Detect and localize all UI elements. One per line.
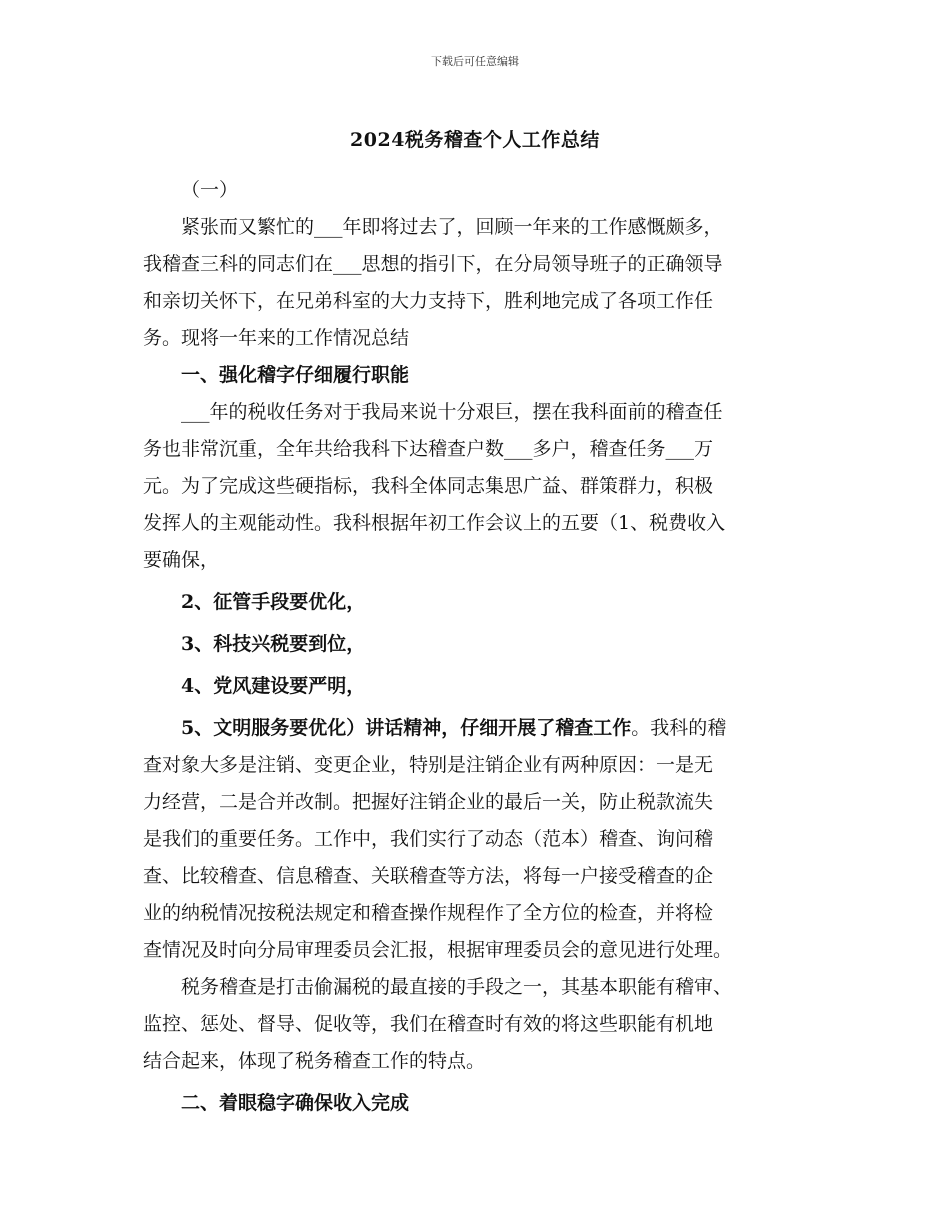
text-line: 元。为了完成这些硬指标，我科全体同志集思广益、群策群力，积极	[143, 475, 714, 497]
text-line: ___年的税收任务对于我局来说十分艰巨，摆在我科面前的稽查任	[181, 401, 723, 423]
section-heading: 二、着眼稳字确保收入完成	[181, 1092, 410, 1114]
document-title: 2024税务稽查个人工作总结	[350, 129, 600, 151]
text-line: 监控、惩处、督导、促收等，我们在稽查时有效的将这些职能有机地	[143, 1013, 714, 1035]
section-heading: 一、强化稽字仔细履行职能	[181, 364, 410, 386]
text-line: 查、比较稽查、信息稽查、关联稽查等方法，将每一户接受稽查的企	[143, 865, 714, 887]
mixed-line-normal: 。我科的稽	[631, 717, 727, 739]
paragraph-block-b	[143, 747, 811, 1122]
text-line: 我稽查三科的同志们在___思想的指引下，在分局领导班子的正确领导	[143, 253, 723, 275]
text-line: 务。现将一年来的工作情况总结	[143, 327, 410, 349]
header-note: 下载后可任意编辑	[431, 55, 519, 68]
text-line: 税务稽查是打击偷漏税的最直接的手段之一，其基本职能有稽审、	[181, 976, 733, 998]
text-line: 务也非常沉重，全年共给我科下达稽查户数___多户，稽查任务___万	[143, 438, 714, 460]
text-line: 发挥人的主观能动性。我科根据年初工作会议上的五要（1、税费收入	[143, 512, 726, 534]
text-line: 查对象大多是注销、变更企业，特别是注销企业有两种原因：一是无	[143, 754, 714, 776]
mixed-line-bold: 5、文明服务要优化）讲话精神，仔细开展了稽查工作	[181, 717, 632, 739]
document-body	[143, 172, 811, 1122]
text-line: （一）	[181, 179, 239, 201]
text-line: 是我们的重要任务。工作中，我们实行了动态（范本）稽查、询问稽	[143, 828, 714, 850]
section-heading: 2、征管手段要优化，	[181, 591, 366, 613]
section-heading: 4、党风建设要严明，	[181, 675, 366, 697]
text-line: 力经营，二是合并改制。把握好注销企业的最后一关，防止税款流失	[143, 791, 714, 813]
text-line: 查情况及时向分局审理委员会汇报，根据审理委员会的意见进行处理。	[143, 939, 733, 961]
text-line: 要确保，	[143, 549, 220, 571]
text-line: 业的纳税情况按税法规定和稽查操作规程作了全方位的检查，并将检	[143, 902, 714, 924]
mixed-line	[143, 710, 811, 747]
paragraph-block-a	[143, 172, 811, 710]
text-line: 紧张而又繁忙的___年即将过去了，回顾一年来的工作感慨颇多，	[181, 216, 723, 238]
text-line: 结合起来，体现了税务稽查工作的特点。	[143, 1050, 486, 1072]
section-heading: 3、科技兴税要到位，	[181, 633, 366, 655]
text-line: 和亲切关怀下，在兄弟科室的大力支持下，胜利地完成了各项工作任	[143, 290, 714, 312]
